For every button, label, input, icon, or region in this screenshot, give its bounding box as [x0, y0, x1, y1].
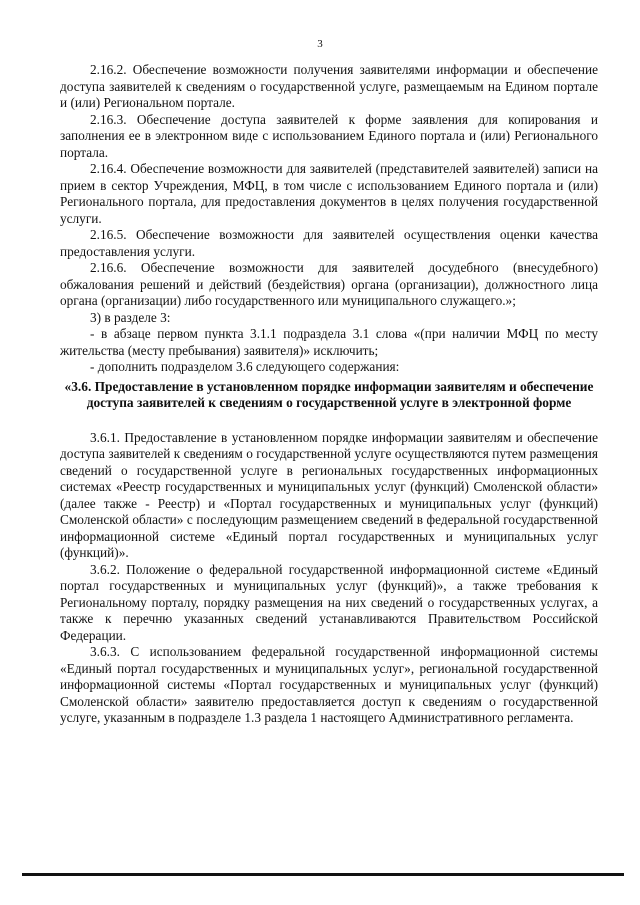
bottom-rule: [22, 873, 624, 876]
paragraph-3-6-3: 3.6.3. С использованием федеральной государственной информационной системы «Единый портал государственных и муниципальных услуг», региональной государственной информационной системы «Портал государственных и муниципальных услуг (функций) Смоленской области» заявителю предоставляется доступ к сведениям о государственной услуге, указанным в подразделе 1.3 раздела 1 настоящего Административного регламента.: [60, 644, 598, 725]
paragraph-2-16-3: 2.16.3. Обеспечение доступа заявителей к форме заявления для копирования и заполнения ее в электронном виде с использованием Единого портала и (или) Регионального портала.: [60, 111, 598, 160]
paragraph-2-16-5: 2.16.5. Обеспечение возможности для заявителей осуществления оценки качества предоставления услуги.: [60, 227, 598, 259]
paragraph-add-3-6: - дополнить подразделом 3.6 следующего содержания:: [90, 359, 400, 374]
paragraph-2-16-4: 2.16.4. Обеспечение возможности для заявителей (представителей заявителей) записи на прием в сектор Учреждения, МФЦ, в том числе с использованием Единого портала и (или) Регионального портала, для предоставления документов в целях получения государственной услуги.: [60, 161, 598, 226]
page-number: 3: [317, 38, 323, 50]
paragraph-3-6-2: 3.6.2. Положение о федеральной государственной информационной системе «Единый портал государственных и муниципальных услуг (функций)», а также требования к Региональному порталу, порядку размещения на них сведений о государственных услугах, а также к перечню указанных сведений устанавливаются Правительством Российской Федерации.: [60, 561, 598, 643]
paragraph-3-6-1: 3.6.1. Предоставление в установленном порядке информации заявителям и обеспечение доступа заявителей к сведениям о государственной услуге осуществляются путем размещения сведений о государственной услуге в региональных государственных информационных системах «Реестр государственных и муниципальных услуг (функций) Смоленской области» (далее также - Реестр) и «Портал государственных и муниципальных услуг (функций) Смоленской области» с последующим размещением сведений в федеральной государственной информационной системе «Единый портал государственных и муниципальных услуг (функций)».: [60, 429, 598, 560]
paragraph-2-16-2: 2.16.2. Обеспечение возможности получения заявителями информации и обеспечение доступа заявителей к сведениям о государственной услуге, размещаемым на Едином портале и (или) Региональном портале.: [60, 62, 598, 110]
spacer: [60, 412, 598, 430]
paragraph-2-16-6: 2.16.6. Обеспечение возможности для заявителей досудебного (внесудебного) обжалования решений и действий (бездействия) органа (организации), должностного лица органа (организации) либо государственного или муниципального служащего.»;: [60, 260, 598, 308]
paragraph-section-3: 3) в разделе 3:: [90, 309, 171, 325]
paragraph-amend-3-1-1: - в абзаце первом пункта 3.1.1 подраздела 3.1 слова «(при наличии МФЦ по месту жительства (месту пребывания) заявителя)» исключить;: [60, 326, 598, 358]
document-body: [60, 62, 598, 727]
section-heading-3-6: «3.6. Предоставление в установленном порядке информации заявителям и обеспечение доступа заявителей к сведениям о государственной услуге в электронной форме: [64, 378, 594, 410]
